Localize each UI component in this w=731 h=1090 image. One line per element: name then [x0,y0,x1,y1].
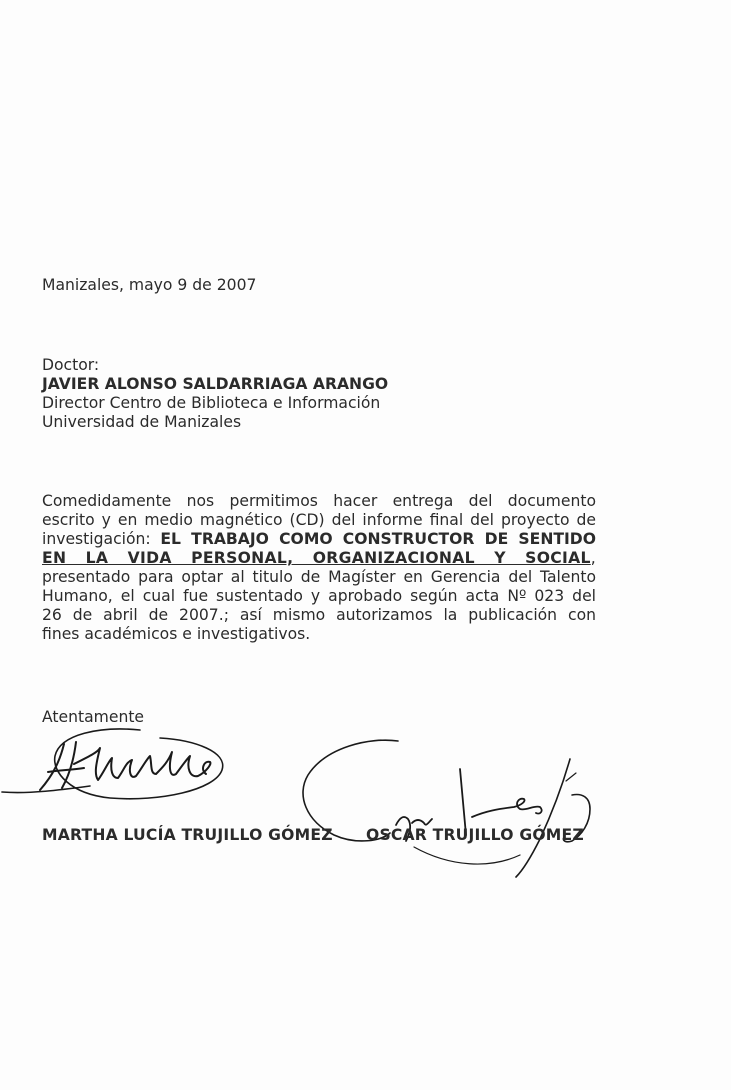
body-text: investigación: [42,530,161,548]
recipient-institution: Universidad de Manizales [42,413,242,431]
signature-martha [0,712,240,812]
body-text: , [590,549,596,567]
body-line: Comedidamente nos permitimos hacer entrega del documento [42,492,596,510]
closing: Atentamente [42,708,145,726]
body-line: escrito y en medio magnético (CD) del informe final del proyecto de [42,511,596,529]
recipient-position: Director Centro de Biblioteca e Información [42,394,381,412]
signatory-name-2: OSCAR TRUJILLO GÓMEZ [366,826,584,844]
body-line: Humano, el cual fue sustentado y aprobado según acta Nº 023 del [42,587,596,605]
body-line [42,549,596,568]
thesis-title-part1: EL TRABAJO COMO CONSTRUCTOR DE SENTIDO [160,530,597,548]
signatory-name-1: MARTHA LUCÍA TRUJILLO GÓMEZ [42,826,333,844]
recipient-salutation: Doctor: [42,356,100,374]
body-line [42,530,596,549]
recipient-name: JAVIER ALONSO SALDARRIAGA ARANGO [42,375,389,393]
letter-date: Manizales, mayo 9 de 2007 [42,276,257,294]
thesis-title-part2: EN LA VIDA PERSONAL, ORGANIZACIONAL Y SOCIAL [42,549,591,567]
body-line: 26 de abril de 2007.; así mismo autorizamos la publicación con [42,606,596,624]
body-line: fines académicos e investigativos. [42,625,311,643]
body-line: presentado para optar al titulo de Magíster en Gerencia del Talento [42,568,596,586]
signature-oscar [300,735,600,880]
